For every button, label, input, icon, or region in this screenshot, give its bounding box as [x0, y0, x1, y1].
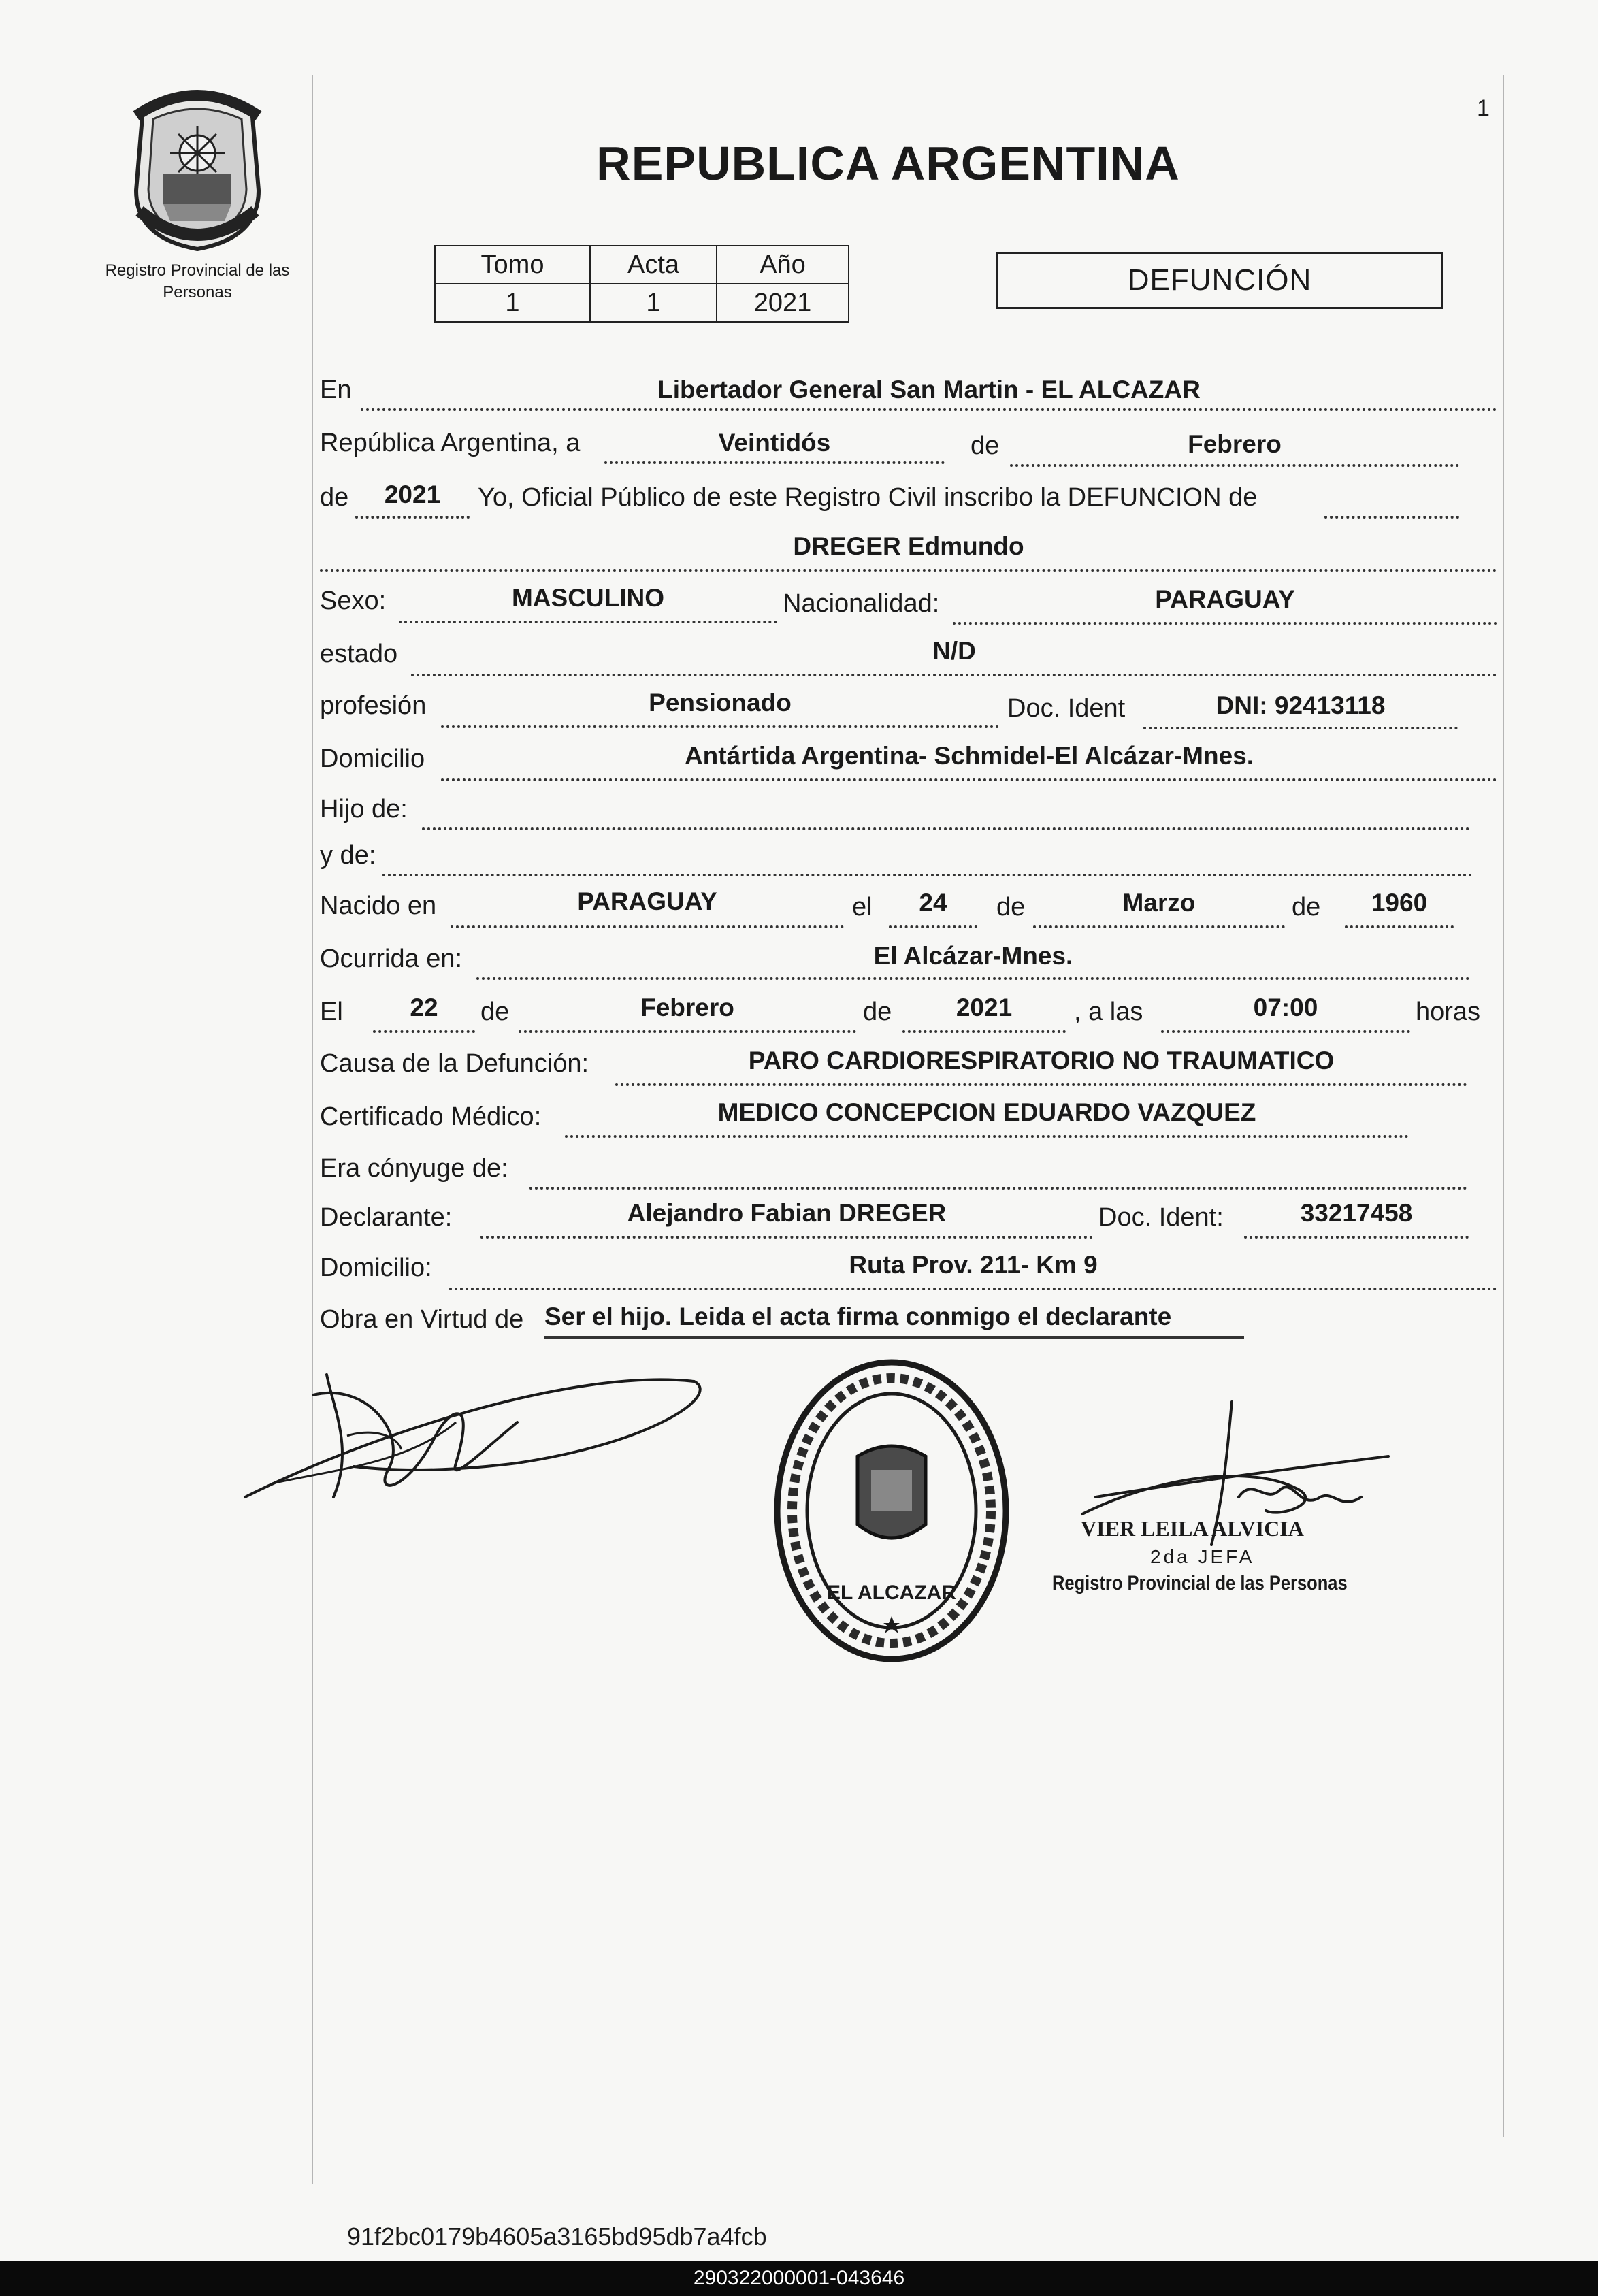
obra-value: Ser el hijo. Leida el acta firma conmigo el declarante	[544, 1302, 1172, 1330]
certificado-value: MEDICO CONCEPCION EDUARDO VAZQUEZ	[717, 1098, 1256, 1126]
header-anio: Año	[717, 246, 849, 284]
birth-month-value: Marzo	[1122, 889, 1196, 917]
day-words-value: Veintidós	[718, 429, 831, 457]
header-tomo: Tomo	[435, 246, 590, 284]
domicilio-value: Antártida Argentina- Schmidel-El Alcázar-Mnes.	[684, 742, 1254, 770]
horas-label: horas	[1416, 998, 1481, 1026]
registry-name: Registro Provincial de las Personas	[105, 261, 290, 301]
footer-id-bar: 290322000001-043646	[0, 2261, 1598, 2296]
en-label: En	[320, 376, 352, 404]
republica-label: República Argentina, a	[320, 429, 581, 457]
declarante-value: Alejandro Fabian DREGER	[627, 1199, 947, 1227]
profesion-value: Pensionado	[649, 689, 792, 717]
profesion-label: profesión	[320, 691, 427, 720]
page-title: REPUBLICA ARGENTINA	[596, 137, 1180, 190]
birth-day-value: 24	[919, 889, 947, 917]
month-value: Febrero	[1188, 430, 1282, 458]
document-hash: 91f2bc0179b4605a3165bd95db7a4fcb	[347, 2223, 767, 2250]
sexo-label: Sexo:	[320, 587, 387, 615]
nacionalidad-value: PARAGUAY	[1155, 585, 1295, 613]
death-year-value: 2021	[956, 994, 1013, 1021]
de-label-6: de	[863, 998, 892, 1026]
left-margin-line	[312, 75, 313, 2184]
obra-label: Obra en Virtud de	[320, 1305, 524, 1334]
doc-ident-value: DNI: 92413118	[1216, 691, 1386, 719]
year-value: 2021	[384, 480, 441, 508]
certificado-label: Certificado Médico:	[320, 1102, 542, 1131]
value-acta: 1	[590, 284, 717, 322]
official-role: 2da JEFA	[1150, 1546, 1255, 1567]
record-type: DEFUNCIÓN	[996, 252, 1443, 309]
nacido-label: Nacido en	[320, 891, 437, 920]
conyuge-label: Era cónyuge de:	[320, 1154, 508, 1183]
right-margin-line	[1503, 75, 1504, 2137]
official-name: VIER LEILA ALVICIA	[1081, 1516, 1304, 1541]
death-day-value: 22	[410, 994, 438, 1021]
nacionalidad-label: Nacionalidad:	[783, 589, 940, 618]
estado-label: estado	[320, 640, 398, 668]
causa-label: Causa de la Defunción:	[320, 1049, 589, 1078]
official-stamp	[769, 1354, 1014, 1667]
sexo-value: MASCULINO	[511, 584, 665, 612]
y-de-label: y de:	[320, 841, 376, 870]
de-label-3: de	[996, 893, 1026, 921]
header-acta: Acta	[590, 246, 717, 284]
de-label-4: de	[1292, 893, 1321, 921]
estado-value: N/D	[932, 637, 976, 665]
doc-ident-label: Doc. Ident	[1007, 694, 1126, 723]
domicilio2-label: Domicilio:	[320, 1253, 432, 1282]
de-label-2: de	[320, 483, 349, 512]
ocurrida-value: El Alcázar-Mnes.	[873, 942, 1073, 970]
de-label-1: de	[971, 431, 1000, 460]
value-anio: 2021	[717, 284, 849, 322]
yo-text: Yo, Oficial Público de este Registro Civil inscribo la DEFUNCION de	[478, 483, 1258, 512]
death-month-value: Febrero	[640, 994, 734, 1021]
declarant-signature	[231, 1354, 721, 1518]
death-time-value: 07:00	[1253, 994, 1318, 1021]
a-las-label: , a las	[1074, 998, 1143, 1026]
causa-value: PARO CARDIORESPIRATORIO NO TRAUMATICO	[748, 1047, 1335, 1075]
svg-text:EL ALCAZAR: EL ALCAZAR	[827, 1581, 956, 1604]
ocurrida-label: Ocurrida en:	[320, 945, 463, 973]
place-value: Libertador General San Martin - EL ALCAZAR	[657, 376, 1201, 404]
el2-label: El	[320, 998, 343, 1026]
declarante-label: Declarante:	[320, 1203, 453, 1232]
domicilio-label: Domicilio	[320, 744, 425, 773]
deceased-value: DREGER Edmundo	[793, 532, 1024, 560]
doc-ident2-label: Doc. Ident:	[1098, 1203, 1224, 1232]
declarante-doc-value: 33217458	[1300, 1199, 1413, 1227]
record-table	[434, 245, 849, 323]
page-number: 1	[1477, 95, 1490, 121]
official-signature	[1075, 1395, 1402, 1572]
official-office: Registro Provincial de las Personas	[1052, 1572, 1348, 1594]
de-label-5: de	[480, 998, 510, 1026]
el-label: el	[852, 893, 873, 921]
birth-year-value: 1960	[1371, 889, 1428, 917]
declarante-domicilio-value: Ruta Prov. 211- Km 9	[849, 1251, 1098, 1279]
hijo-label: Hijo de:	[320, 795, 408, 823]
nacido-value: PARAGUAY	[577, 887, 717, 915]
value-tomo: 1	[435, 284, 590, 322]
